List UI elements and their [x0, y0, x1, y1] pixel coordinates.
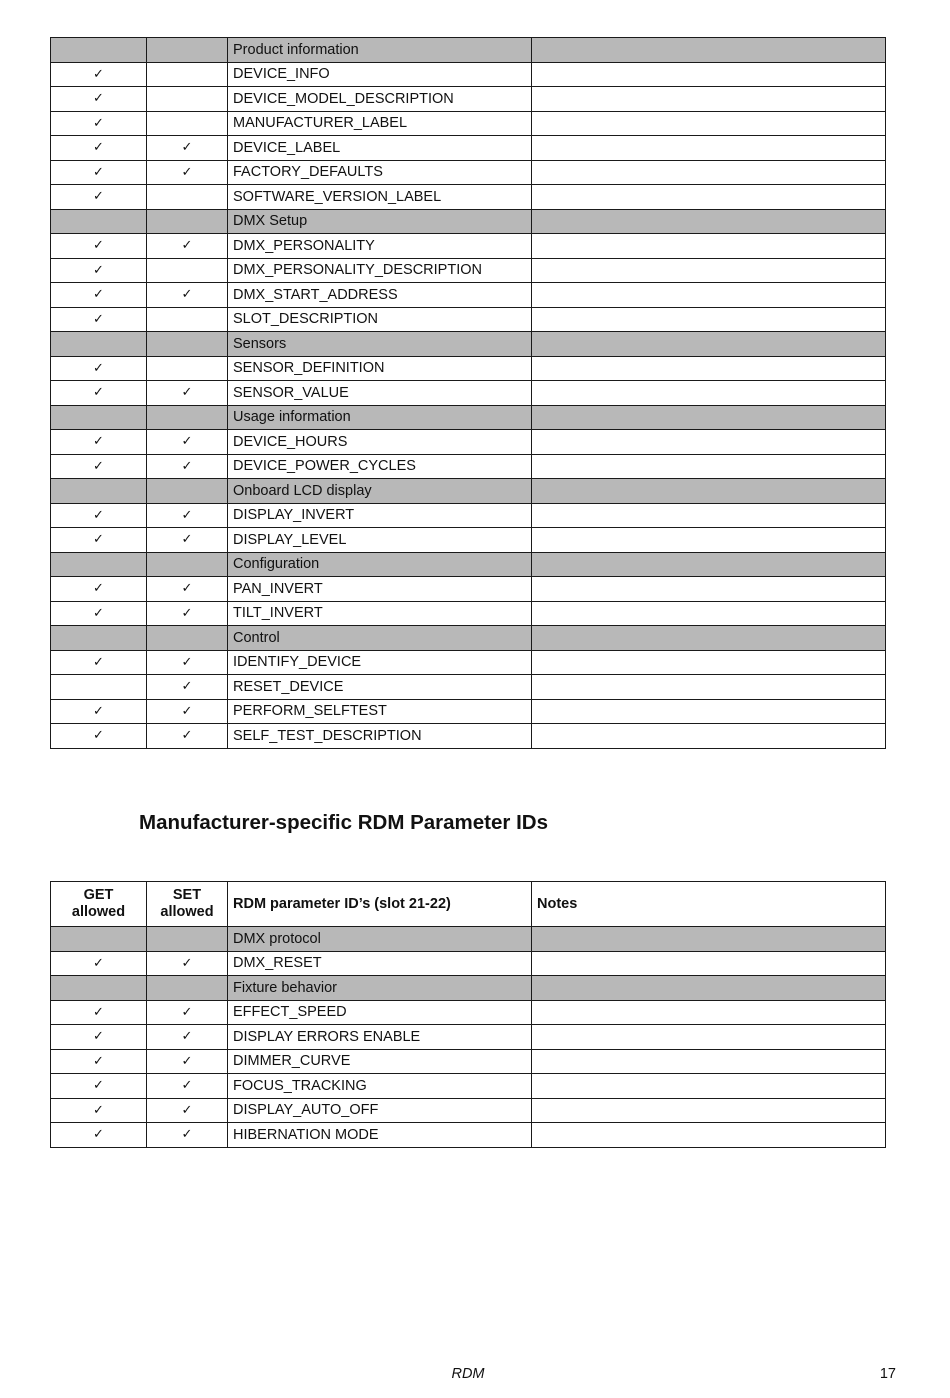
notes-cell	[532, 283, 886, 308]
section-row	[51, 927, 886, 952]
header-get-line1: GET	[83, 887, 114, 903]
section-notes-cell	[532, 479, 886, 504]
notes-cell	[532, 528, 886, 553]
parameter-id: DEVICE_INFO	[228, 62, 532, 87]
notes-cell	[532, 577, 886, 602]
section-label: Control	[228, 626, 532, 651]
parameter-row	[51, 528, 886, 553]
parameter-id: TILT_INVERT	[228, 601, 532, 626]
section-get-cell	[51, 479, 147, 504]
section-get-cell	[51, 927, 147, 952]
section-get-cell	[51, 976, 147, 1001]
parameter-row	[51, 381, 886, 406]
parameter-id: DMX_RESET	[228, 951, 532, 976]
notes-cell	[532, 160, 886, 185]
notes-cell	[532, 258, 886, 283]
notes-cell	[532, 675, 886, 700]
set-allowed-cell	[147, 62, 228, 87]
set-allowed-check-icon: ✓	[147, 951, 228, 976]
section-get-cell	[51, 209, 147, 234]
get-allowed-cell	[51, 675, 147, 700]
manufacturer-table-header	[51, 882, 886, 927]
notes-cell	[532, 454, 886, 479]
parameter-row	[51, 1098, 886, 1123]
get-allowed-check-icon: ✓	[51, 724, 147, 749]
parameter-row	[51, 356, 886, 381]
notes-cell	[532, 1025, 886, 1050]
parameter-row	[51, 503, 886, 528]
parameter-row	[51, 650, 886, 675]
get-allowed-check-icon: ✓	[51, 503, 147, 528]
parameter-row	[51, 1074, 886, 1099]
section-set-cell	[147, 552, 228, 577]
header-parameter-id: RDM parameter ID’s (slot 21-22)	[228, 882, 532, 927]
set-allowed-check-icon: ✓	[147, 234, 228, 259]
notes-cell	[532, 111, 886, 136]
parameter-row	[51, 675, 886, 700]
set-allowed-check-icon: ✓	[147, 675, 228, 700]
parameter-row	[51, 1000, 886, 1025]
header-notes: Notes	[532, 882, 886, 927]
notes-cell	[532, 503, 886, 528]
set-allowed-check-icon: ✓	[147, 430, 228, 455]
get-allowed-check-icon: ✓	[51, 430, 147, 455]
get-allowed-check-icon: ✓	[51, 356, 147, 381]
section-notes-cell	[532, 38, 886, 63]
section-set-cell	[147, 332, 228, 357]
notes-cell	[532, 307, 886, 332]
section-label: Fixture behavior	[228, 976, 532, 1001]
parameter-row	[51, 454, 886, 479]
section-notes-cell	[532, 927, 886, 952]
get-allowed-check-icon: ✓	[51, 283, 147, 308]
parameter-id: DMX_START_ADDRESS	[228, 283, 532, 308]
manufacturer-rdm-parameter-table	[50, 881, 886, 1148]
parameter-id: DEVICE_MODEL_DESCRIPTION	[228, 87, 532, 112]
section-set-cell	[147, 626, 228, 651]
get-allowed-check-icon: ✓	[51, 650, 147, 675]
parameter-row	[51, 430, 886, 455]
set-allowed-check-icon: ✓	[147, 136, 228, 161]
parameter-id: MANUFACTURER_LABEL	[228, 111, 532, 136]
parameter-id: IDENTIFY_DEVICE	[228, 650, 532, 675]
set-allowed-cell	[147, 307, 228, 332]
section-label: Sensors	[228, 332, 532, 357]
get-allowed-check-icon: ✓	[51, 528, 147, 553]
parameter-row	[51, 307, 886, 332]
section-label: Product information	[228, 38, 532, 63]
get-allowed-check-icon: ✓	[51, 1074, 147, 1099]
section-get-cell	[51, 405, 147, 430]
parameter-row	[51, 111, 886, 136]
set-allowed-check-icon: ✓	[147, 503, 228, 528]
parameter-row	[51, 234, 886, 259]
header-get-allowed	[51, 882, 147, 927]
parameter-row	[51, 601, 886, 626]
section-label: Configuration	[228, 552, 532, 577]
set-allowed-check-icon: ✓	[147, 699, 228, 724]
parameter-row	[51, 951, 886, 976]
notes-cell	[532, 1098, 886, 1123]
notes-cell	[532, 185, 886, 210]
set-allowed-check-icon: ✓	[147, 1049, 228, 1074]
manufacturer-table-body	[51, 927, 886, 1148]
notes-cell	[532, 430, 886, 455]
get-allowed-check-icon: ✓	[51, 381, 147, 406]
get-allowed-check-icon: ✓	[51, 258, 147, 283]
set-allowed-check-icon: ✓	[147, 381, 228, 406]
section-row	[51, 479, 886, 504]
section-set-cell	[147, 405, 228, 430]
section-notes-cell	[532, 552, 886, 577]
section-row	[51, 209, 886, 234]
get-allowed-check-icon: ✓	[51, 1123, 147, 1148]
parameter-id: HIBERNATION MODE	[228, 1123, 532, 1148]
set-allowed-cell	[147, 111, 228, 136]
section-label: Usage information	[228, 405, 532, 430]
parameter-id: DISPLAY_INVERT	[228, 503, 532, 528]
section-label: DMX protocol	[228, 927, 532, 952]
get-allowed-check-icon: ✓	[51, 1000, 147, 1025]
get-allowed-check-icon: ✓	[51, 577, 147, 602]
manufacturer-section-heading: Manufacturer-specific RDM Parameter IDs	[139, 811, 548, 834]
parameter-id: SENSOR_VALUE	[228, 381, 532, 406]
notes-cell	[532, 699, 886, 724]
set-allowed-check-icon: ✓	[147, 1123, 228, 1148]
notes-cell	[532, 87, 886, 112]
set-allowed-check-icon: ✓	[147, 1000, 228, 1025]
section-row	[51, 626, 886, 651]
footer-section-name: RDM	[451, 1366, 485, 1382]
section-row	[51, 405, 886, 430]
parameter-row	[51, 185, 886, 210]
set-allowed-check-icon: ✓	[147, 283, 228, 308]
parameter-id: SENSOR_DEFINITION	[228, 356, 532, 381]
parameter-id: DMX_PERSONALITY_DESCRIPTION	[228, 258, 532, 283]
set-allowed-cell	[147, 258, 228, 283]
notes-cell	[532, 136, 886, 161]
get-allowed-check-icon: ✓	[51, 1025, 147, 1050]
section-get-cell	[51, 552, 147, 577]
get-allowed-check-icon: ✓	[51, 1049, 147, 1074]
get-allowed-check-icon: ✓	[51, 601, 147, 626]
parameter-row	[51, 699, 886, 724]
set-allowed-check-icon: ✓	[147, 160, 228, 185]
parameter-id: SELF_TEST_DESCRIPTION	[228, 724, 532, 749]
notes-cell	[532, 1074, 886, 1099]
section-row	[51, 38, 886, 63]
notes-cell	[532, 234, 886, 259]
section-row	[51, 976, 886, 1001]
parameter-id: DEVICE_HOURS	[228, 430, 532, 455]
section-get-cell	[51, 38, 147, 63]
header-set-allowed	[147, 882, 228, 927]
footer-page-number: 17	[879, 1366, 896, 1382]
get-allowed-check-icon: ✓	[51, 454, 147, 479]
set-allowed-check-icon: ✓	[147, 577, 228, 602]
set-allowed-check-icon: ✓	[147, 528, 228, 553]
section-set-cell	[147, 479, 228, 504]
parameter-row	[51, 62, 886, 87]
section-row	[51, 332, 886, 357]
header-set-line2: allowed	[160, 904, 214, 920]
section-set-cell	[147, 976, 228, 1001]
parameter-id: FACTORY_DEFAULTS	[228, 160, 532, 185]
parameter-id: DISPLAY_LEVEL	[228, 528, 532, 553]
section-get-cell	[51, 332, 147, 357]
parameter-id: DISPLAY_AUTO_OFF	[228, 1098, 532, 1123]
set-allowed-check-icon: ✓	[147, 650, 228, 675]
parameter-id: DEVICE_LABEL	[228, 136, 532, 161]
header-get-line2: allowed	[71, 904, 126, 920]
notes-cell	[532, 62, 886, 87]
parameter-row	[51, 724, 886, 749]
set-allowed-check-icon: ✓	[147, 724, 228, 749]
get-allowed-check-icon: ✓	[51, 62, 147, 87]
section-notes-cell	[532, 332, 886, 357]
get-allowed-check-icon: ✓	[51, 699, 147, 724]
parameter-id: SOFTWARE_VERSION_LABEL	[228, 185, 532, 210]
parameter-id: DEVICE_POWER_CYCLES	[228, 454, 532, 479]
section-label: DMX Setup	[228, 209, 532, 234]
get-allowed-check-icon: ✓	[51, 1098, 147, 1123]
parameter-row	[51, 577, 886, 602]
header-row	[51, 882, 886, 927]
notes-cell	[532, 356, 886, 381]
get-allowed-check-icon: ✓	[51, 307, 147, 332]
parameter-row	[51, 136, 886, 161]
parameter-row	[51, 283, 886, 308]
section-notes-cell	[532, 626, 886, 651]
section-notes-cell	[532, 405, 886, 430]
get-allowed-check-icon: ✓	[51, 234, 147, 259]
get-allowed-check-icon: ✓	[51, 111, 147, 136]
set-allowed-cell	[147, 185, 228, 210]
parameter-id: EFFECT_SPEED	[228, 1000, 532, 1025]
get-allowed-check-icon: ✓	[51, 951, 147, 976]
parameter-id: DIMMER_CURVE	[228, 1049, 532, 1074]
notes-cell	[532, 1000, 886, 1025]
get-allowed-check-icon: ✓	[51, 160, 147, 185]
set-allowed-check-icon: ✓	[147, 1098, 228, 1123]
parameter-row	[51, 87, 886, 112]
get-allowed-check-icon: ✓	[51, 136, 147, 161]
notes-cell	[532, 951, 886, 976]
set-allowed-check-icon: ✓	[147, 454, 228, 479]
notes-cell	[532, 601, 886, 626]
standard-table-body	[51, 38, 886, 749]
notes-cell	[532, 1049, 886, 1074]
notes-cell	[532, 650, 886, 675]
parameter-id: DMX_PERSONALITY	[228, 234, 532, 259]
parameter-id: SLOT_DESCRIPTION	[228, 307, 532, 332]
section-get-cell	[51, 626, 147, 651]
set-allowed-cell	[147, 87, 228, 112]
section-notes-cell	[532, 976, 886, 1001]
notes-cell	[532, 1123, 886, 1148]
set-allowed-check-icon: ✓	[147, 1074, 228, 1099]
parameter-id: RESET_DEVICE	[228, 675, 532, 700]
section-set-cell	[147, 38, 228, 63]
parameter-id: FOCUS_TRACKING	[228, 1074, 532, 1099]
get-allowed-check-icon: ✓	[51, 87, 147, 112]
section-label: Onboard LCD display	[228, 479, 532, 504]
parameter-id: PERFORM_SELFTEST	[228, 699, 532, 724]
get-allowed-check-icon: ✓	[51, 185, 147, 210]
parameter-row	[51, 160, 886, 185]
parameter-row	[51, 1049, 886, 1074]
header-set-line1: SET	[172, 887, 202, 903]
set-allowed-check-icon: ✓	[147, 601, 228, 626]
set-allowed-check-icon: ✓	[147, 1025, 228, 1050]
set-allowed-cell	[147, 356, 228, 381]
parameter-id: PAN_INVERT	[228, 577, 532, 602]
section-set-cell	[147, 927, 228, 952]
parameter-row	[51, 1123, 886, 1148]
section-set-cell	[147, 209, 228, 234]
notes-cell	[532, 724, 886, 749]
parameter-row	[51, 258, 886, 283]
parameter-id: DISPLAY ERRORS ENABLE	[228, 1025, 532, 1050]
standard-rdm-parameter-table	[50, 37, 886, 749]
parameter-row	[51, 1025, 886, 1050]
section-row	[51, 552, 886, 577]
notes-cell	[532, 381, 886, 406]
section-notes-cell	[532, 209, 886, 234]
